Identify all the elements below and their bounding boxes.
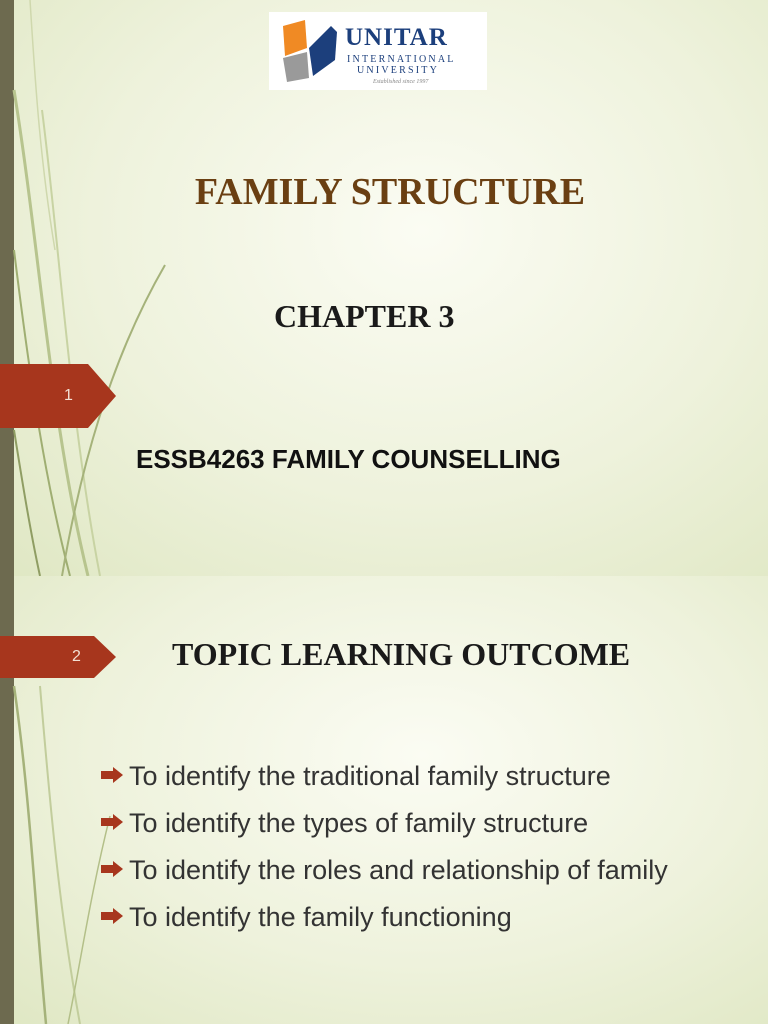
list-item — [100, 853, 720, 888]
logo-name: UNITAR — [345, 24, 448, 51]
chapter-heading: CHAPTER 3 — [274, 298, 455, 334]
list-item — [100, 759, 720, 794]
arrow-bullet-icon — [100, 767, 124, 783]
logo-line-international: INTERNATIONAL — [347, 54, 456, 65]
logo-book-icon — [279, 18, 341, 84]
list-item — [100, 900, 720, 935]
arrow-bullet-icon — [100, 861, 124, 877]
logo-line-university: UNIVERSITY — [357, 65, 439, 76]
list-item-text: To identify the traditional family structure — [129, 761, 611, 791]
slide-number-arrow-shape — [0, 636, 116, 678]
list-item-text: To identify the types of family structure — [129, 808, 589, 838]
slide-number: 1 — [64, 387, 73, 404]
slide-title: FAMILY STRUCTURE — [194, 171, 586, 213]
grass-decoration — [0, 0, 200, 576]
slide-number-tab — [0, 636, 116, 678]
unitar-logo — [269, 12, 487, 90]
logo-established: Established since 1997 — [373, 79, 429, 85]
slide-number-arrow-shape — [0, 364, 116, 428]
list-item — [100, 806, 720, 841]
arrow-bullet-icon — [100, 814, 124, 830]
course-title: ESSB4263 FAMILY COUNSELLING — [136, 444, 561, 474]
slide-title: TOPIC LEARNING OUTCOME — [172, 636, 631, 672]
list-item-text: To identify the family functioning — [129, 902, 512, 932]
slide-number-tab — [0, 364, 116, 428]
arrow-bullet-icon — [100, 908, 124, 924]
slide-number: 2 — [72, 648, 81, 665]
list-item-text: To identify the roles and relationship of family — [129, 855, 668, 885]
slide-2 — [0, 576, 768, 1024]
learning-outcome-list — [100, 759, 720, 947]
